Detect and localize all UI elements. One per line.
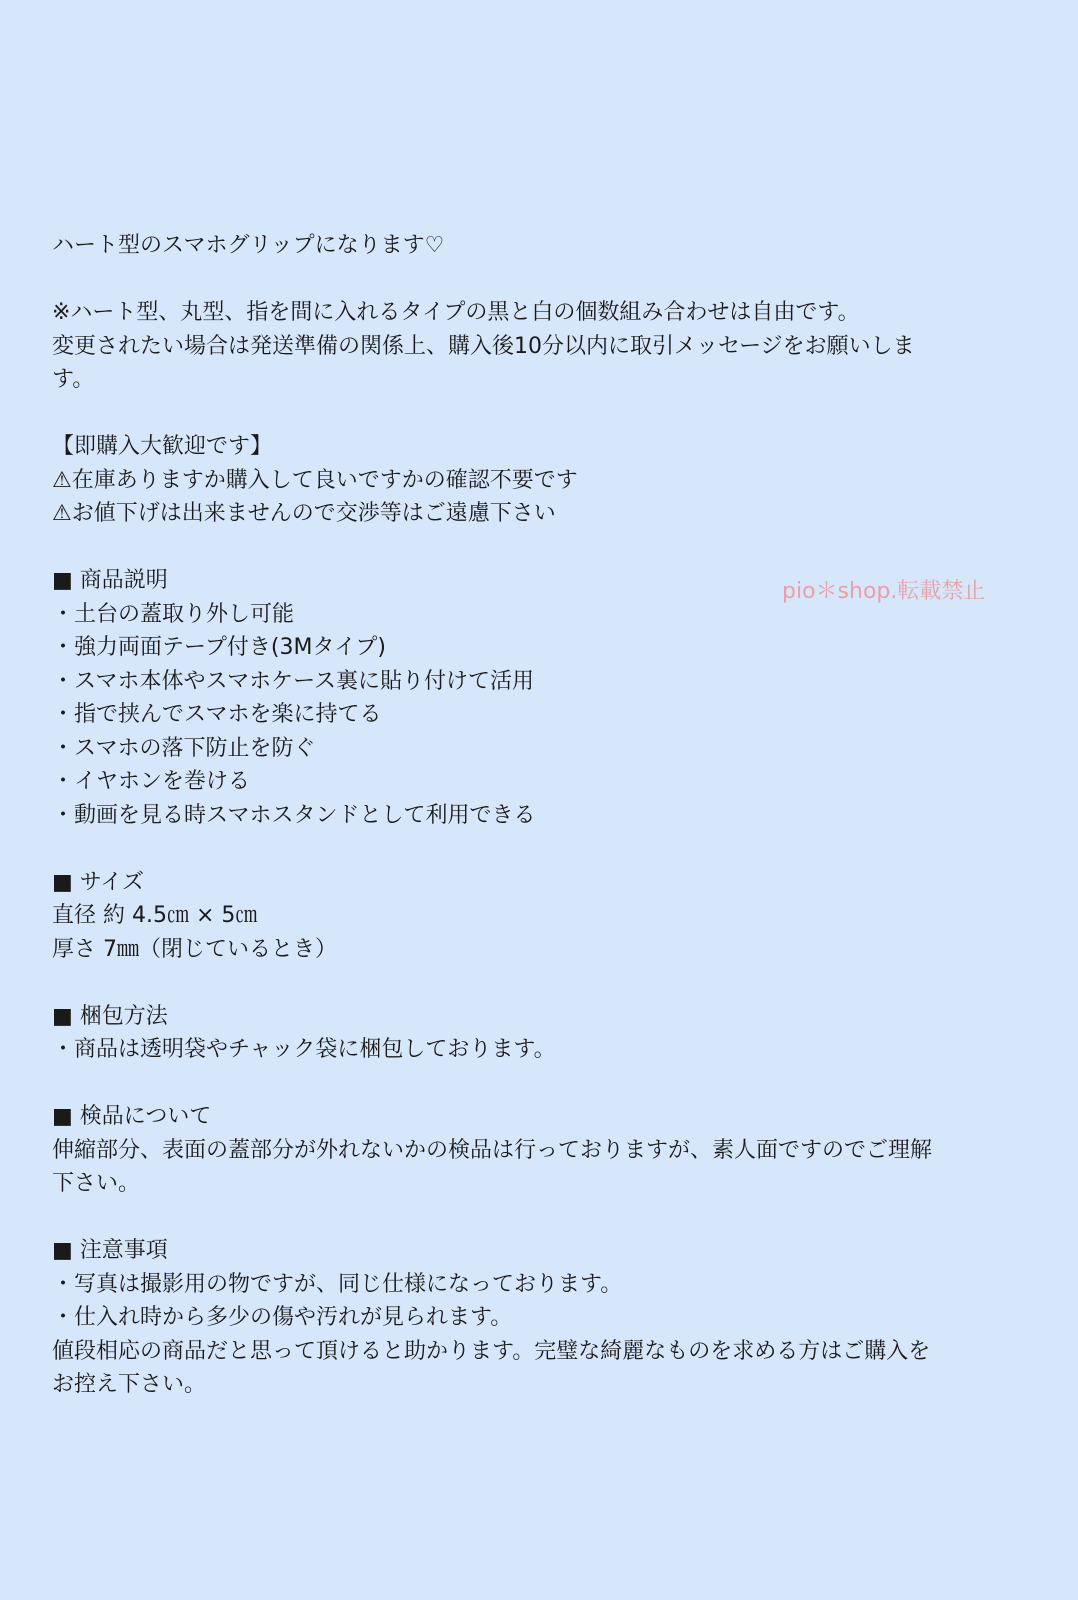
description-item: ・動画を見る時スマホスタンドとして利用できる xyxy=(52,802,536,828)
size-thickness: 厚さ 7㎜（閉じているとき） xyxy=(52,936,337,962)
description-item: ・指で挟んでスマホを楽に持てる xyxy=(52,702,382,727)
spacer xyxy=(52,1067,1042,1101)
warning-line-2: ⚠お値下げは出来ませんので交渉等はご遠慮下さい xyxy=(52,501,556,526)
description-heading: ■ 商品説明 xyxy=(52,568,168,593)
caution-line-3: 値段相応の商品だと思って頂けると助かります。完璧な綺麗なものを求める方はご購入を xyxy=(52,1338,931,1364)
caution-line-4: お控え下さい。 xyxy=(52,1372,207,1397)
packing-heading: ■ 梱包方法 xyxy=(52,1003,168,1029)
size-heading: ■ サイズ xyxy=(52,869,145,895)
caution-heading: ■ 注意事項 xyxy=(52,1238,168,1263)
description-item: ・スマホの落下防止を防ぐ xyxy=(52,735,316,761)
listing-description xyxy=(52,229,1042,1402)
note-line-2: 変更されたい場合は発送準備の関係上、購入後10分以内に取引メッセージをお願いしま xyxy=(52,333,915,359)
spacer xyxy=(52,397,1042,431)
inspection-line-1: 伸縮部分、表面の蓋部分が外れないかの検品は行っておりますが、素人面ですのでご理解 xyxy=(52,1137,933,1163)
intro-text: ハート型のスマホグリップになります♡ xyxy=(52,233,445,258)
watermark-text: pio＊shop.転載禁止 xyxy=(782,579,986,604)
spacer xyxy=(52,531,1042,565)
caution-item-1: ・写真は撮影用の物ですが、同じ仕様になっております。 xyxy=(52,1271,623,1297)
description-item: ・土台の蓋取り外し可能 xyxy=(52,601,295,627)
description-item: ・イヤホンを巻ける xyxy=(52,769,251,794)
spacer xyxy=(52,263,1042,297)
description-item: ・強力両面テープ付き(3Mタイプ) xyxy=(52,635,386,660)
spacer xyxy=(52,1201,1042,1235)
caution-item-2: ・仕入れ時から多少の傷や汚れが見られます。 xyxy=(52,1305,513,1330)
purchase-title: 【即購入大歓迎です】 xyxy=(52,434,273,459)
inspection-heading: ■ 検品について xyxy=(52,1104,212,1129)
spacer xyxy=(52,832,1042,866)
description-item: ・スマホ本体やスマホケース裏に貼り付けて活用 xyxy=(52,668,535,694)
note-line-1: ※ハート型、丸型、指を間に入れるタイプの黒と白の個数組み合わせは自由です。 xyxy=(52,300,860,325)
note-line-3: す。 xyxy=(52,367,95,392)
inspection-line-2: 下さい。 xyxy=(52,1171,141,1196)
warning-line-1: ⚠在庫ありますか購入して良いですかの確認不要です xyxy=(52,467,578,493)
packing-text: ・商品は透明袋やチャック袋に梱包しております。 xyxy=(52,1037,556,1062)
spacer xyxy=(52,966,1042,1000)
size-diameter: 直径 約 4.5㎝ × 5㎝ xyxy=(52,903,258,928)
